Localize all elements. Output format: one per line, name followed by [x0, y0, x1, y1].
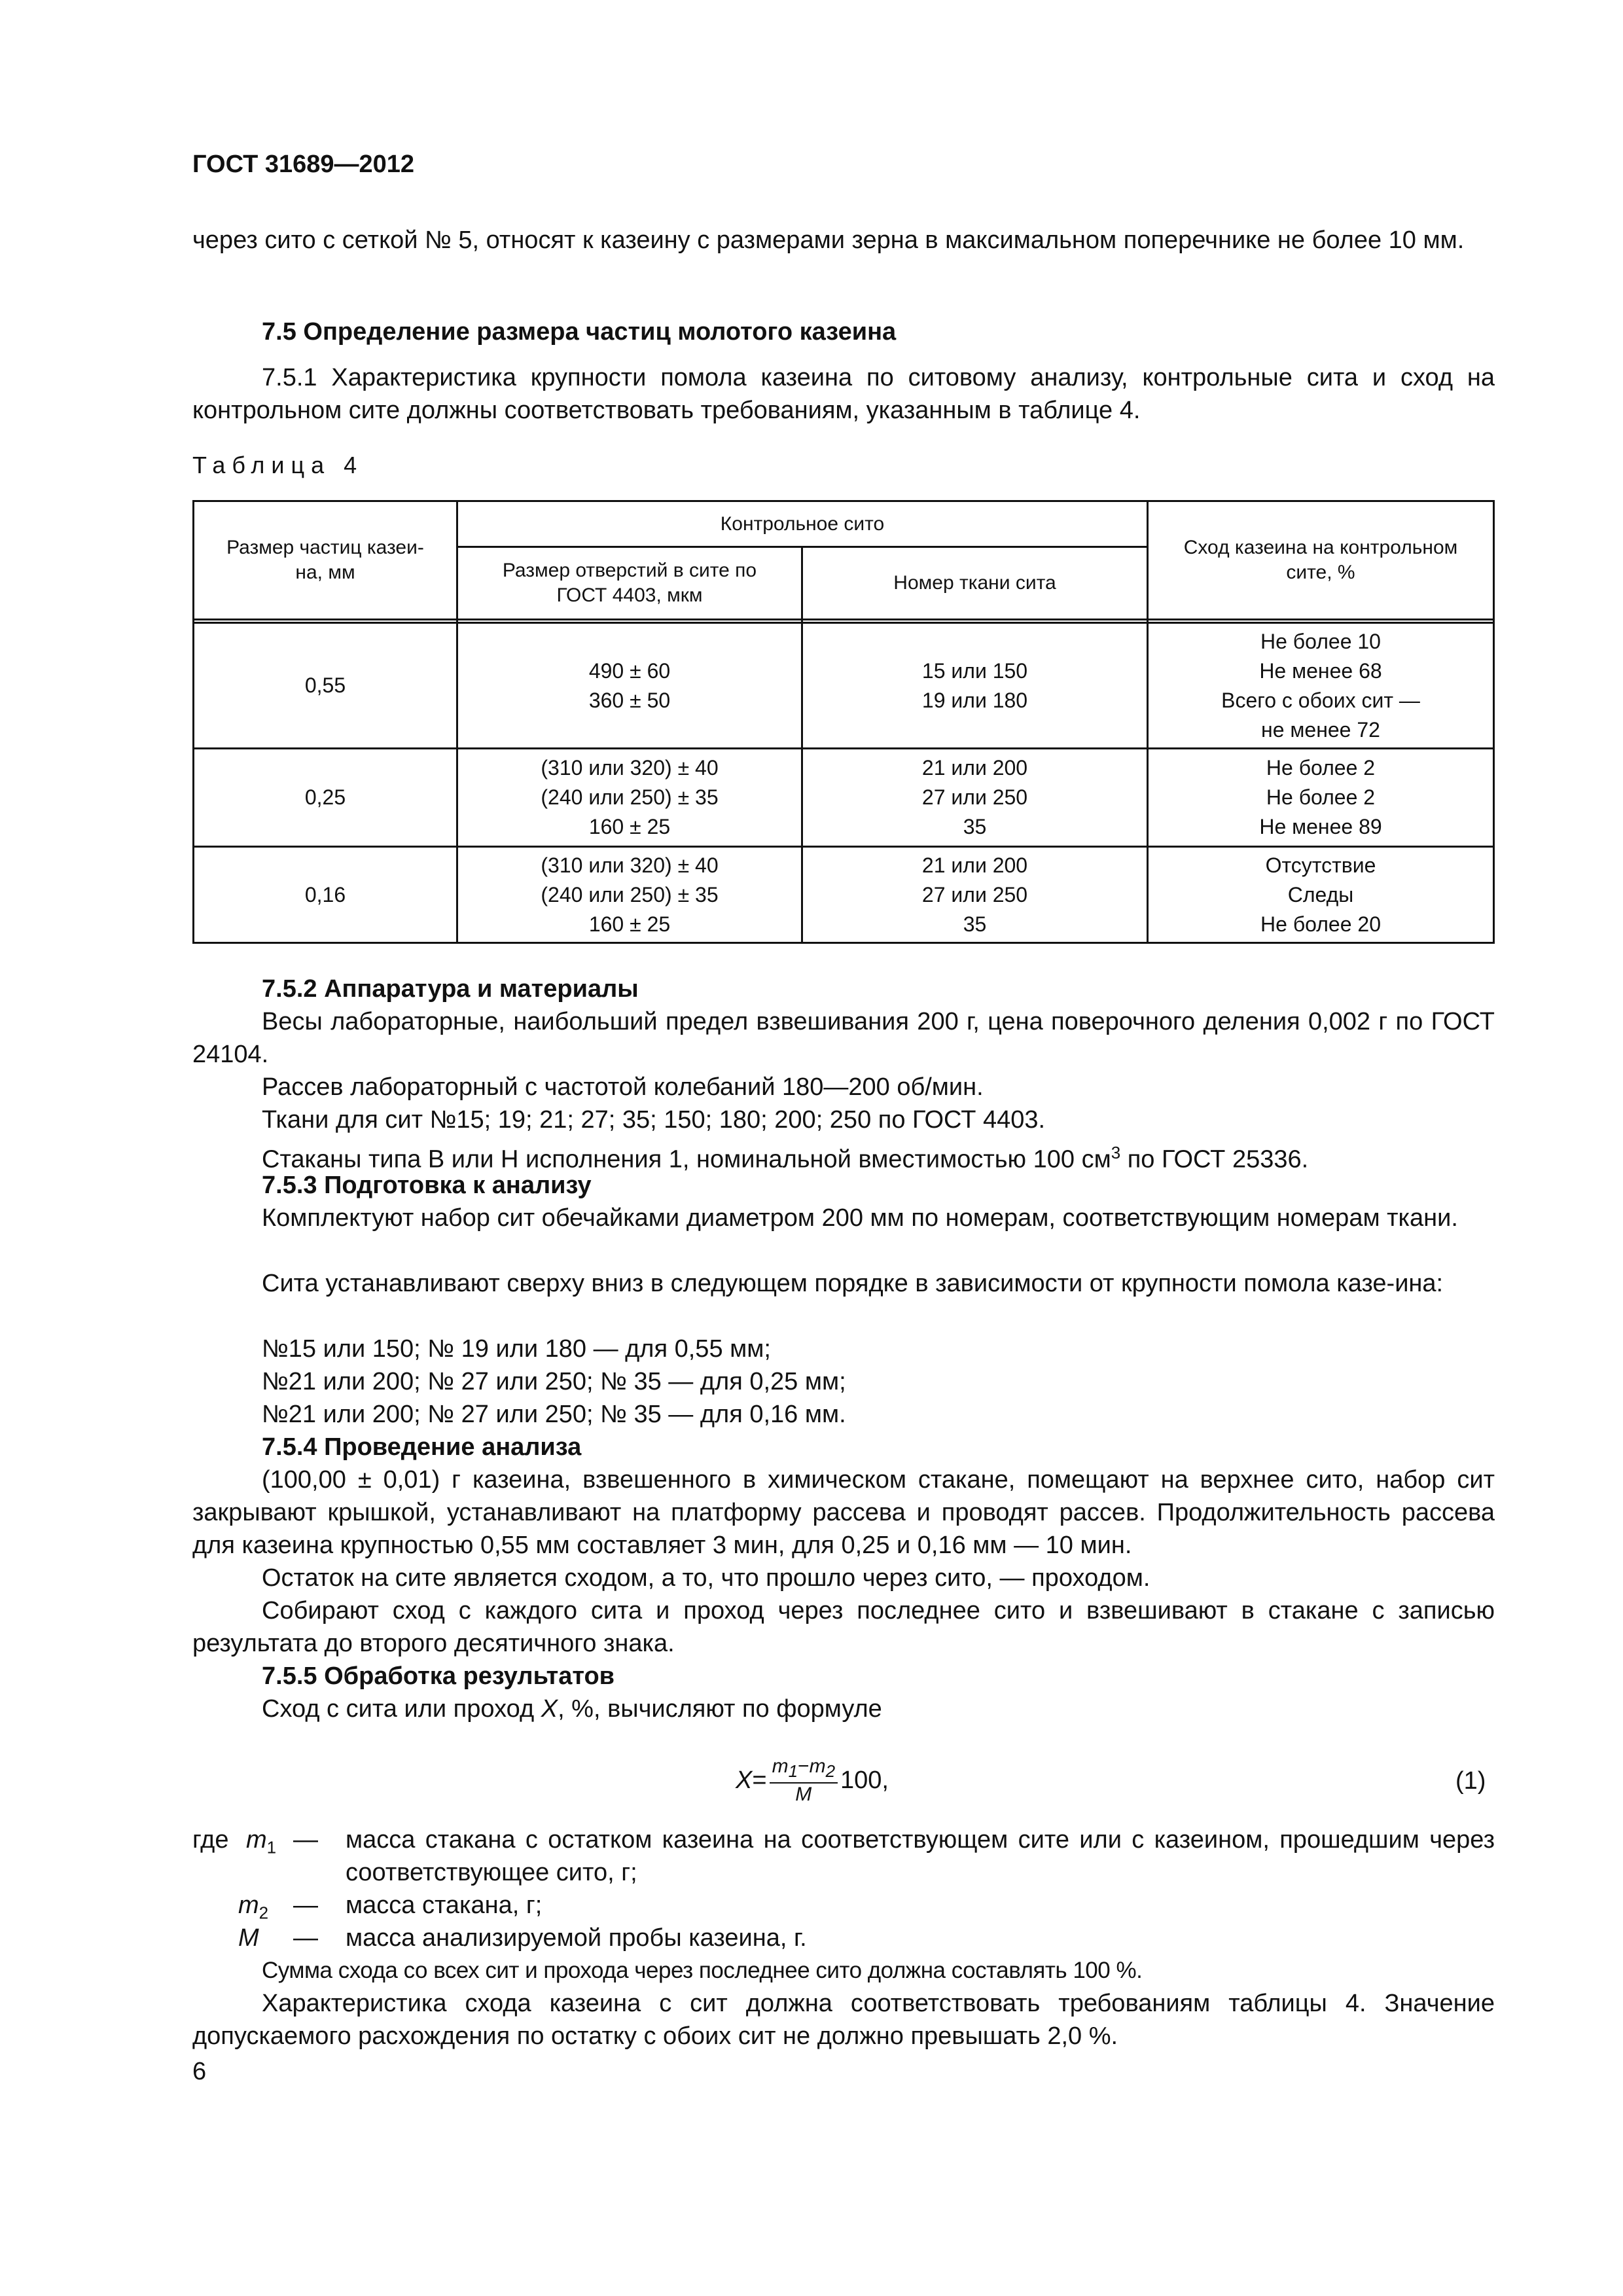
header-hole-size: Размер отверстий в сите по ГОСТ 4403, мкм	[502, 560, 757, 606]
table-cell-residue: Не более 2 Не более 2 Не менее 89	[1259, 756, 1382, 838]
table-cell-fabric: 21 или 200 27 или 250 35	[921, 853, 1028, 936]
table-cell-holes: 490 ± 60 360 ± 50	[588, 658, 671, 712]
section-7-5-3-title: 7.5.3 Подготовка к анализу	[262, 1172, 592, 1199]
def-text: масса стакана с остатком казеина на соответствующем сите или с казеином, прошедшим через соответствующее сито, г;	[346, 1826, 1495, 1886]
header-particle-size: Размер частиц казеи- на, мм	[226, 537, 424, 583]
def-dash: —	[293, 1826, 318, 1854]
list-item: №21 или 200; № 27 или 250; № 35 — для 0,25 мм;	[262, 1368, 846, 1395]
para-beakers: Стаканы типа В или Н исполнения 1, номинальной вместимостью 100 $см^3$ по ГОСТ 25336.	[262, 1143, 1309, 1174]
list-item: №15 или 150; № 19 или 180 — для 0,55 мм;	[262, 1335, 771, 1363]
table-cell-residue: Отсутствие Следы Не более 20	[1260, 853, 1381, 936]
para-sum: Сумма схода со всех сит и прохода через последнее сито должна составлять 100 %.	[262, 1958, 1143, 1983]
para-analysis-procedure: (100,00 ± 0,01) г казеина, взвешенного в химическом стакане, помещают на верхнее сито, набор сит закрывают крышкой, устанавливают на платформу рассева и проводят рассев. Продолжительность рассева для казеина крупностью 0,55 мм составляет 3 мин, для 0,25 и 0,16 мм — 10 мин.	[192, 1466, 1495, 1559]
para-shaker: Рассев лабораторный с частотой колебаний 180—200 об/мин.	[262, 1073, 984, 1101]
def-symbol: $m_2$	[238, 1892, 269, 1923]
table-caption: Таблица 4	[192, 452, 364, 478]
header-fabric-number: Номер ткани сита	[893, 572, 1056, 594]
table-cell-holes: (310 или 320) ± 40 (240 или 250) ± 35 160 ± 25	[541, 853, 719, 936]
para-formula-intro: Сход с сита или проход X, %, вычисляют по формуле	[262, 1695, 882, 1723]
def-symbol: M	[238, 1924, 259, 1952]
section-7-5-2-title: 7.5.2 Аппаратура и материалы	[262, 975, 639, 1003]
formula-1: X = $\frac{m_1-m_2}{M}$ 100,	[736, 1755, 889, 1805]
def-dash: —	[293, 1924, 318, 1952]
where-label: где	[192, 1826, 229, 1854]
section-7-5-5-title: 7.5.5 Обработка результатов	[262, 1662, 615, 1690]
def-text: масса анализируемой пробы казеина, г.	[346, 1924, 807, 1952]
table-cell-fabric: 15 или 150 19 или 180	[921, 658, 1028, 712]
doc-header: ГОСТ 31689—2012	[192, 151, 415, 178]
para-sieve-order: Сита устанавливают сверху вниз в следующем порядке в зависимости от крупности помола казе-ина:	[262, 1270, 1444, 1297]
table-cell-size: 0,16	[304, 882, 346, 906]
para-sieve-set: Комплектуют набор сит обечайками диаметром 200 мм по номерам, соответствующим номерам ткани.	[262, 1204, 1458, 1232]
para-weighing: Собирают сход с каждого сита и проход через последнее сито и взвешивают в стакане с записью результата до второго десятичного знака.	[192, 1597, 1495, 1657]
def-dash: —	[293, 1892, 318, 1919]
formula-fraction: $\frac{m_1-m_2}{M}$	[770, 1755, 838, 1806]
formula-number: (1)	[1455, 1767, 1486, 1795]
para-fabrics: Ткани для сит №15; 19; 21; 27; 35; 150; 180; 200; 250 по ГОСТ 4403.	[262, 1106, 1046, 1134]
para-final: Характеристика схода казеина с сит должна соответствовать требованиям таблицы 4. Значение допускаемого расхождения по остатку с обоих сит не должно превышать 2,0 %.	[192, 1990, 1495, 2050]
header-residue: Сход казеина на контрольном сите, %	[1183, 537, 1458, 583]
page-number: 6	[192, 2058, 207, 2085]
table-cell-size: 0,55	[304, 673, 346, 697]
header-control-sieve: Контрольное сито	[720, 512, 885, 535]
para-scales: Весы лабораторные, наибольший предел взвешивания 200 г, цена поверочного деления 0,002 г по ГОСТ 24104.	[192, 1008, 1495, 1068]
def-text: масса стакана, г;	[346, 1892, 543, 1919]
section-7-5-4-title: 7.5.4 Проведение анализа	[262, 1433, 582, 1461]
para-residue-definition: Остаток на сите является сходом, а то, что прошло через сито, — проходом.	[262, 1564, 1150, 1592]
intro-paragraph: через сито с сеткой № 5, относят к казеину с размерами зерна в максимальном поперечнике не более 10 мм.	[192, 226, 1465, 254]
table-cell-holes: (310 или 320) ± 40 (240 или 250) ± 35 160 ± 25	[541, 756, 719, 838]
section-7-5-title: 7.5 Определение размера частиц молотого казеина	[262, 318, 897, 346]
table-4	[192, 500, 1495, 944]
table-cell-fabric: 21 или 200 27 или 250 35	[921, 756, 1028, 838]
para-7-5-1: 7.5.1 Характеристика крупности помола казеина по ситовому анализу, контрольные сита и сход на контрольном сите должны соответствовать требованиям, указанным в таблице 4.	[192, 364, 1495, 424]
table-cell-residue: Не более 10 Не менее 68 Всего с обоих сит — не менее 72	[1221, 629, 1420, 742]
list-item: №21 или 200; № 27 или 250; № 35 — для 0,16 мм.	[262, 1401, 846, 1428]
table-cell-size: 0,25	[304, 785, 346, 809]
def-symbol: $m_1$	[246, 1826, 277, 1857]
